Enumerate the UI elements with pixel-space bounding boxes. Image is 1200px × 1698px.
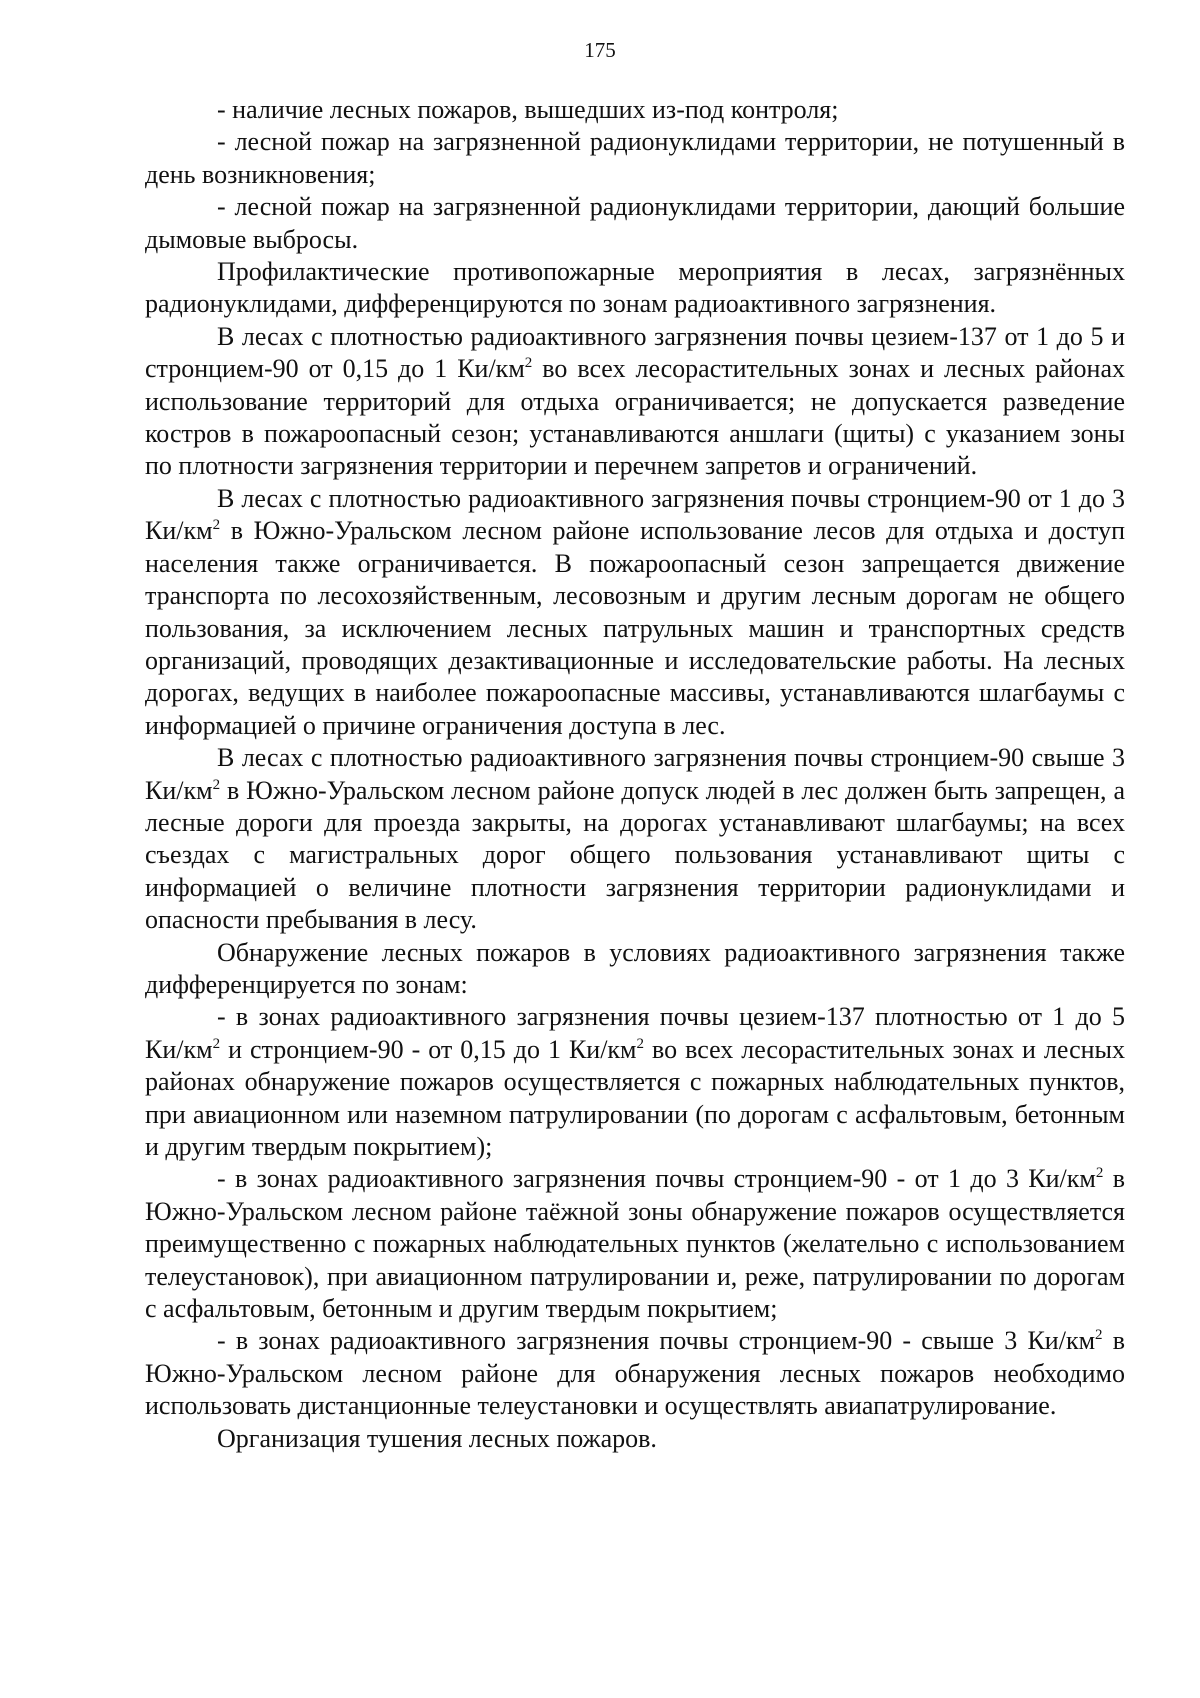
document-body [145, 94, 1125, 1455]
paragraph: - лесной пожар на загрязненной радионуклидами территории, не потушенный в день возникновения; [145, 127, 1125, 189]
paragraph: - наличие лесных пожаров, вышедших из-под контроля; [217, 95, 839, 124]
superscript: 2 [1095, 1165, 1104, 1182]
paragraph: Обнаружение лесных пожаров в условиях радиоактивного загрязнения также дифференцируется по зонам: [145, 937, 1125, 999]
paragraph: - в зонах радиоактивного загрязнения почвы стронцием-90 - свыше 3 $Ки/км^2$ в Южно-Уральском лесном районе для обнаружения лесных пожаров необходимо использовать дистанционные телеустановки и осуществлять авиапатрулирование. [145, 1326, 1125, 1421]
superscript: 2 [212, 517, 221, 534]
superscript: 2 [636, 1035, 645, 1052]
page-number: 175 [584, 38, 616, 62]
paragraph: - в зонах радиоактивного загрязнения почвы цезием-137 плотностью от 1 до 5 $Ки/км^2$ и стронцием-90 - от 0,15 до 1 $Ки/км^2$ во всех лесорастительных зонах и лесных районах обнаружение пожаров осуществляется с пожарных наблюдательных пунктов, при авиационном или наземном патрулировании (по дорогам с асфальтовым, бетонным и другим твердым покрытием); [145, 1002, 1125, 1161]
superscript: 2 [212, 1035, 221, 1052]
paragraph: В лесах с плотностью радиоактивного загрязнения почвы стронцием-90 от 1 до 3 $Ки/км^2$ в Южно-Уральском лесном районе использование лесов для отдыха и доступ населения также ограничивается. В пожароопасный сезон запрещается движение транспорта по лесохозяйственным, лесовозным и другим лесным дорогам не общего пользования, за исключением лесных патрульных машин и транспортных средств организаций, проводящих дезактивационные и исследовательские работы. На лесных дорогах, ведущих в наиболее пожароопасные массивы, устанавливаются шлагбаумы с информацией о причине ограничения доступа в лес. [145, 483, 1125, 740]
superscript: 2 [1095, 1327, 1103, 1344]
paragraph: - в зонах радиоактивного загрязнения почвы стронцием-90 - от 1 до 3 $Ки/км^2$ в Южно-Уральском лесном районе таёжной зоны обнаружение пожаров осуществляется преимущественно с пожарных наблюдательных пунктов (желательно с использованием телеустановок), при авиационном патрулировании и, реже, патрулировании по дорогам с асфальтовым, бетонным и другим твердым покрытием; [145, 1164, 1126, 1324]
paragraph: Организация тушения лесных пожаров. [217, 1423, 657, 1453]
paragraph: Профилактические противопожарные мероприятия в лесах, загрязнённых радионуклидами, дифференцируются по зонам радиоактивного загрязнения. [145, 257, 1125, 319]
superscript: 2 [524, 355, 533, 372]
paragraph: В лесах с плотностью радиоактивного загрязнения почвы стронцием-90 свыше 3 $Ки/км^2$ в Южно-Уральском лесном районе допуск людей в лес должен быть запрещен, а лесные дороги для проезда закрыты, на дорогах устанавливают шлагбаумы; на всех съездах с магистральных дорог общего пользования устанавливают щиты с информацией о величине плотности загрязнения территории радионуклидами и опасности пребывания в лесу. [145, 743, 1125, 935]
paragraph: В лесах с плотностью радиоактивного загрязнения почвы цезием-137 от 1 до 5 и стронцием-90 от 0,15 до 1 $Ки/км^2$ во всех лесорастительных зонах и лесных районах использование территорий для отдыха ограничивается; не допускается разведение костров в пожароопасный сезон; устанавливаются аншлаги (щиты) с указанием зоны по плотности загрязнения территории и перечнем запретов и ограничений. [145, 321, 1125, 481]
superscript: 2 [212, 776, 221, 793]
paragraph: - лесной пожар на загрязненной радионуклидами территории, дающий большие дымовые выбросы. [145, 192, 1125, 254]
